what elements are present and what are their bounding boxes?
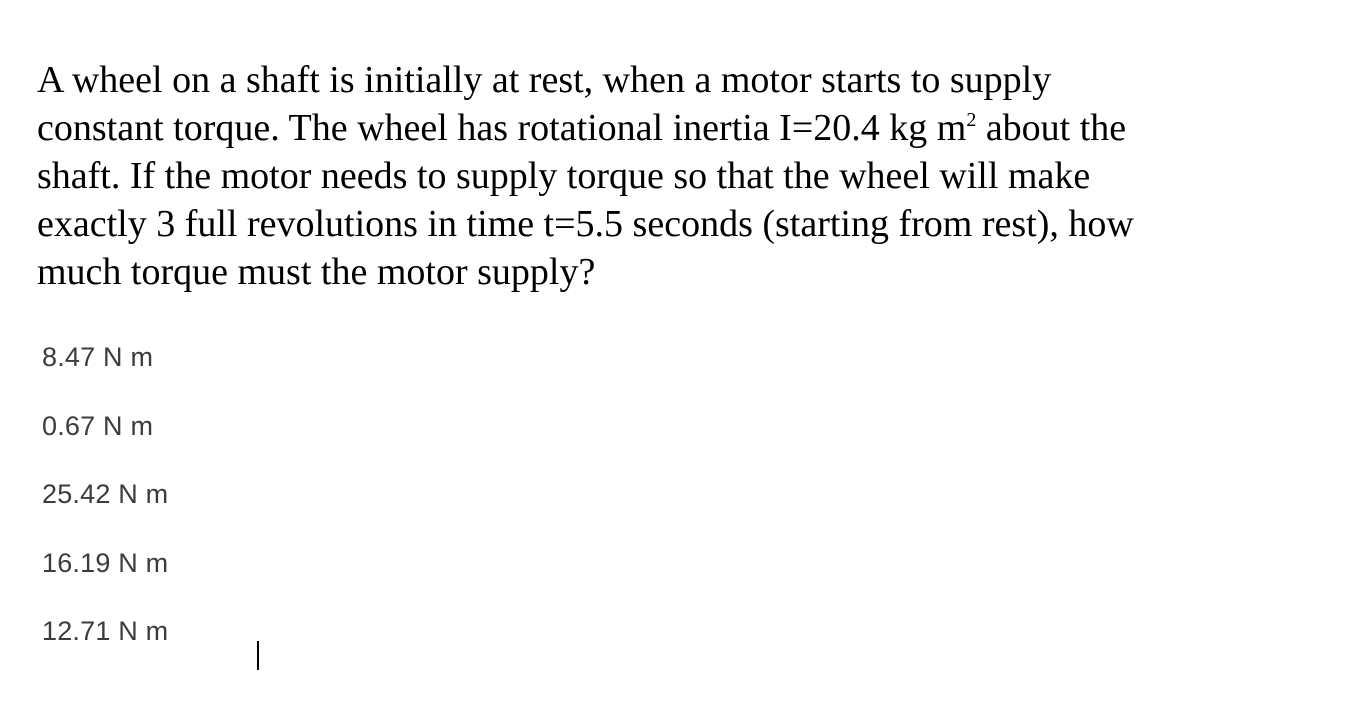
answer-option[interactable]	[42, 340, 168, 374]
answer-option[interactable]	[42, 546, 168, 580]
text-cursor	[257, 641, 259, 670]
answer-option[interactable]	[42, 614, 168, 648]
question-line: A wheel on a shaft is initially at rest, when a motor starts to supply	[37, 59, 1052, 101]
answer-option-label: 0.67 N m	[42, 410, 154, 441]
answer-option[interactable]	[42, 409, 168, 443]
answer-options-list	[42, 340, 168, 683]
question-line: exactly 3 full revolutions in time t=5.5 seconds (starting from rest), how	[37, 203, 1134, 245]
answer-option-label: 25.42 N m	[42, 479, 169, 509]
question-line: much torque must the motor supply?	[37, 251, 596, 293]
question-line	[37, 104, 1317, 152]
answer-option-label: 12.71 N m	[42, 616, 169, 646]
answer-option-label: 16.19 N m	[42, 547, 169, 578]
question-line-segment: constant torque. The wheel has rotational inertia I=20.4 kg m	[37, 107, 967, 149]
answer-option[interactable]	[42, 477, 168, 511]
exponent-superscript: 2	[966, 109, 977, 131]
question-text	[37, 56, 1317, 296]
question-line: shaft. If the motor needs to supply torque so that the wheel will make	[37, 155, 1091, 197]
answer-option-label: 8.47 N m	[42, 342, 154, 372]
question-line-segment: about the	[976, 107, 1127, 149]
